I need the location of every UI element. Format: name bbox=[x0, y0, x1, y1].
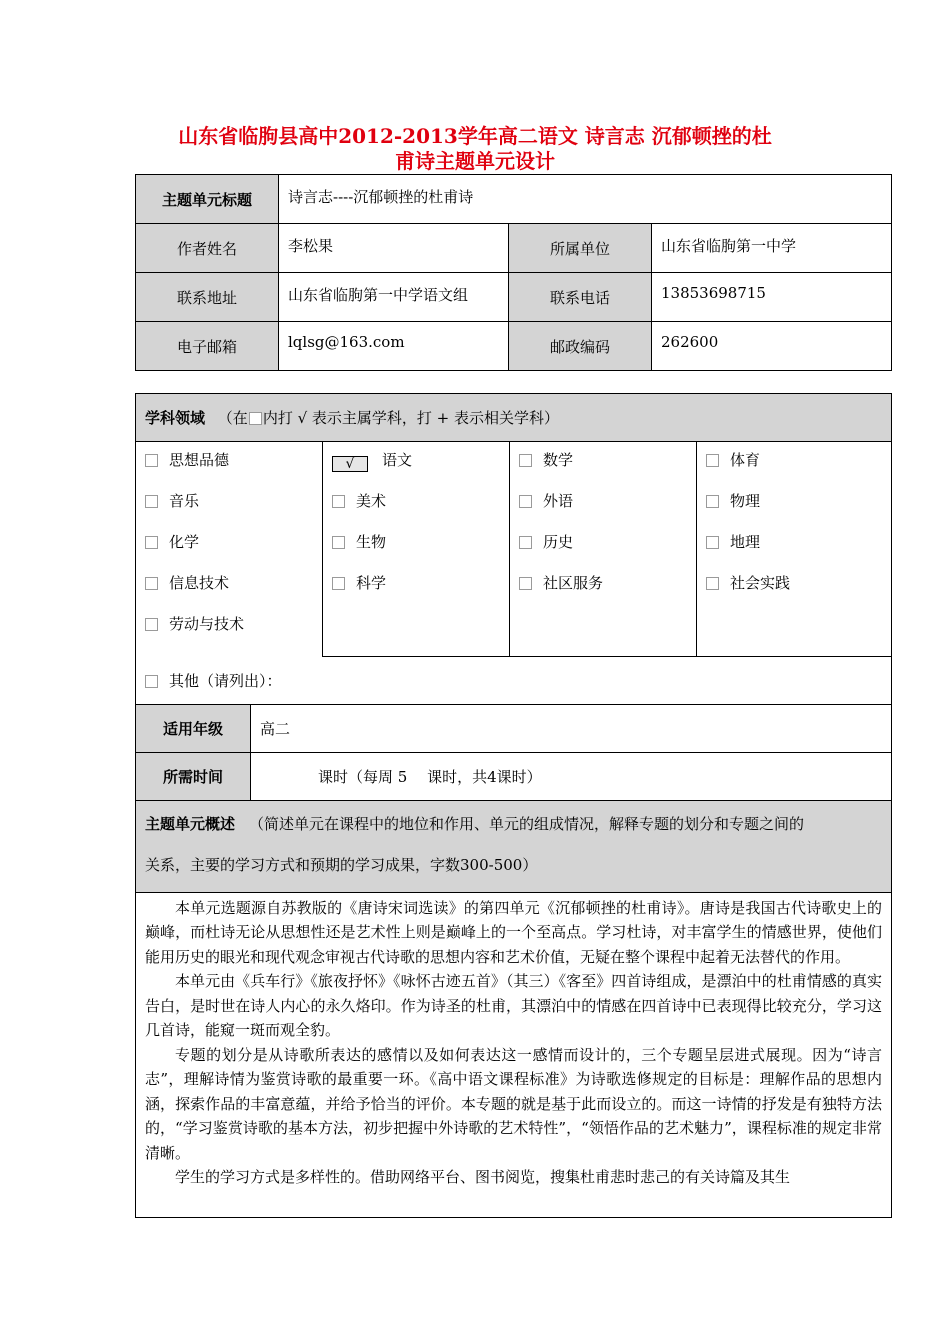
subject-item[interactable] bbox=[697, 450, 891, 491]
checkbox-icon[interactable] bbox=[332, 577, 345, 590]
email-label: 电子邮箱 bbox=[136, 322, 279, 371]
subject-item[interactable] bbox=[323, 491, 509, 532]
checkbox-icon[interactable] bbox=[706, 577, 719, 590]
subject-item-checked[interactable] bbox=[323, 450, 509, 491]
checkbox-icon[interactable] bbox=[519, 454, 532, 467]
checkbox-icon[interactable] bbox=[145, 454, 158, 467]
subject-label: 社会实践 bbox=[730, 574, 791, 592]
address-label: 联系地址 bbox=[136, 273, 279, 322]
subject-col-3 bbox=[510, 442, 697, 657]
subject-other-label: 其他（请列出）： bbox=[169, 671, 282, 690]
subject-item[interactable] bbox=[510, 573, 696, 614]
address-value: 山东省临朐第一中学语文组 bbox=[279, 273, 509, 322]
subject-label: 历史 bbox=[543, 533, 574, 551]
checkbox-icon[interactable] bbox=[519, 495, 532, 508]
unit-value: 山东省临朐第一中学 bbox=[652, 224, 892, 273]
grade-label: 适用年级 bbox=[136, 704, 251, 752]
time-value: 课时（每周 5 课时，共4课时） bbox=[251, 752, 892, 800]
subject-item[interactable] bbox=[323, 573, 509, 614]
subject-item[interactable] bbox=[136, 532, 322, 573]
checkbox-icon[interactable] bbox=[519, 577, 532, 590]
time-label: 所需时间 bbox=[136, 752, 251, 800]
checkbox-icon[interactable] bbox=[145, 577, 158, 590]
subject-col-1 bbox=[136, 442, 323, 657]
postcode-label: 邮政编码 bbox=[509, 322, 652, 371]
subject-label: 科学 bbox=[356, 574, 387, 592]
checkbox-icon[interactable] bbox=[145, 618, 158, 631]
subject-item[interactable] bbox=[136, 573, 322, 614]
overview-paragraph: 本单元由《兵车行》《旅夜抒怀》《咏怀古迹五首》（其三）《客至》四首诗组成，是漂泊中的杜甫情感的真实告白，是时世在诗人内心的永久烙印。作为诗圣的杜甫，其漂泊中的情感在四首诗中已表现得比较充分，学习这几首诗，能窥一斑而观全豹。 bbox=[145, 972, 883, 1039]
phone-value: 13853698715 bbox=[652, 273, 892, 322]
subject-header bbox=[136, 394, 892, 442]
document-title bbox=[0, 124, 950, 174]
subject-item[interactable] bbox=[136, 491, 322, 532]
phone-label: 联系电话 bbox=[509, 273, 652, 322]
subject-label: 社区服务 bbox=[543, 574, 604, 592]
topic-label: 主题单元标题 bbox=[136, 175, 279, 224]
subject-label: 音乐 bbox=[169, 492, 200, 510]
subject-label: 信息技术 bbox=[169, 574, 230, 592]
subject-header-label: 学科领域 bbox=[145, 409, 206, 427]
postcode-value: 262600 bbox=[652, 322, 892, 371]
subject-item[interactable] bbox=[510, 491, 696, 532]
subject-label: 生物 bbox=[356, 533, 387, 551]
checkbox-icon[interactable] bbox=[332, 495, 345, 508]
checkbox-icon[interactable] bbox=[145, 675, 158, 688]
checkbox-icon[interactable] bbox=[145, 536, 158, 549]
overview-paragraph: 专题的划分是从诗歌所表达的感情以及如何表达这一感情而设计的，三个专题呈层进式展现。因为“诗言志”，理解诗情为鉴赏诗歌的最重要一环。《高中语文课程标准》为诗歌选修规定的目标是：理解作品的思想内涵，探索作品的丰富意蕴，并给予恰当的评价。本专题的就是基于此而设立的。而这一诗情的抒发是有独特方法的，“学习鉴赏诗歌的基本方法，初步把握中外诗歌的艺术特性”，“领悟作品的艺术魅力”，课程标准的规定非常清晰。 bbox=[145, 1045, 883, 1162]
subject-item[interactable] bbox=[136, 450, 322, 491]
subject-label: 数学 bbox=[543, 451, 574, 469]
checkbox-icon[interactable] bbox=[519, 536, 532, 549]
subject-label: 地理 bbox=[730, 533, 761, 551]
unit-label: 所属单位 bbox=[509, 224, 652, 273]
subject-item[interactable] bbox=[697, 532, 891, 573]
grade-value: 高二 bbox=[251, 704, 892, 752]
subject-label: 化学 bbox=[169, 533, 200, 551]
subject-label: 外语 bbox=[543, 492, 574, 510]
subject-item[interactable] bbox=[697, 491, 891, 532]
checkbox-sample bbox=[249, 412, 262, 425]
subject-item[interactable] bbox=[510, 532, 696, 573]
overview-paragraph: 学生的学习方式是多样性的。借助网络平台、图书阅览，搜集杜甫悲时悲己的有关诗篇及其生 bbox=[175, 1168, 791, 1186]
subject-label: 体育 bbox=[730, 451, 761, 469]
subject-header-note-a: （在 bbox=[217, 409, 248, 427]
checkbox-icon[interactable] bbox=[332, 536, 345, 549]
author-label: 作者姓名 bbox=[136, 224, 279, 273]
email-value: lqlsg@163.com bbox=[279, 322, 509, 371]
author-value: 李松果 bbox=[279, 224, 509, 273]
subject-item[interactable] bbox=[510, 450, 696, 491]
subject-item[interactable] bbox=[697, 573, 891, 614]
subject-label: 劳动与技术 bbox=[169, 615, 245, 633]
checkbox-icon[interactable] bbox=[706, 495, 719, 508]
checkbox-icon[interactable] bbox=[706, 454, 719, 467]
subject-col-4 bbox=[697, 442, 892, 657]
checkmark-icon[interactable]: √ bbox=[332, 456, 368, 472]
document-title-line1: 山东省临朐县高中2012-2013学年高二语文 诗言志 沉郁顿挫的杜 bbox=[178, 124, 772, 148]
subject-col-2 bbox=[323, 442, 510, 657]
subject-item[interactable] bbox=[136, 614, 322, 655]
overview-body bbox=[136, 892, 892, 1217]
info-table bbox=[135, 174, 892, 371]
topic-value: 诗言志----沉郁顿挫的杜甫诗 bbox=[279, 175, 892, 224]
subject-header-note-b: 内打 √ 表示主属学科，打 + 表示相关学科） bbox=[262, 409, 560, 427]
overview-header bbox=[136, 800, 892, 892]
subject-label: 语文 bbox=[382, 451, 413, 469]
subject-label: 物理 bbox=[730, 492, 761, 510]
subject-label: 美术 bbox=[356, 492, 387, 510]
overview-note-line2: 关系，主要的学习方式和预期的学习成果，字数300-500） bbox=[145, 855, 538, 874]
subject-table bbox=[135, 393, 892, 1218]
checkbox-icon[interactable] bbox=[706, 536, 719, 549]
overview-label: 主题单元概述 bbox=[145, 814, 236, 833]
subject-other bbox=[136, 656, 892, 704]
overview-note-line1: （简述单元在课程中的地位和作用、单元的组成情况，解释专题的划分和专题之间的 bbox=[249, 814, 805, 833]
subject-label: 思想品德 bbox=[169, 451, 230, 469]
document-title-line2: 甫诗主题单元设计 bbox=[395, 149, 555, 173]
checkbox-icon[interactable] bbox=[145, 495, 158, 508]
overview-paragraph: 本单元选题源自苏教版的《唐诗宋词选读》的第四单元《沉郁顿挫的杜甫诗》。唐诗是我国古代诗歌史上的巅峰，而杜诗无论从思想性还是艺术性上则是巅峰上的一个至高点。学习杜诗，对丰富学生的情感世界，使他们能用历史的眼光和现代观念审视古代诗歌的思想内容和艺术价值，无疑在整个课程中起着无法替代的作用。 bbox=[145, 898, 883, 966]
subject-item[interactable] bbox=[323, 532, 509, 573]
